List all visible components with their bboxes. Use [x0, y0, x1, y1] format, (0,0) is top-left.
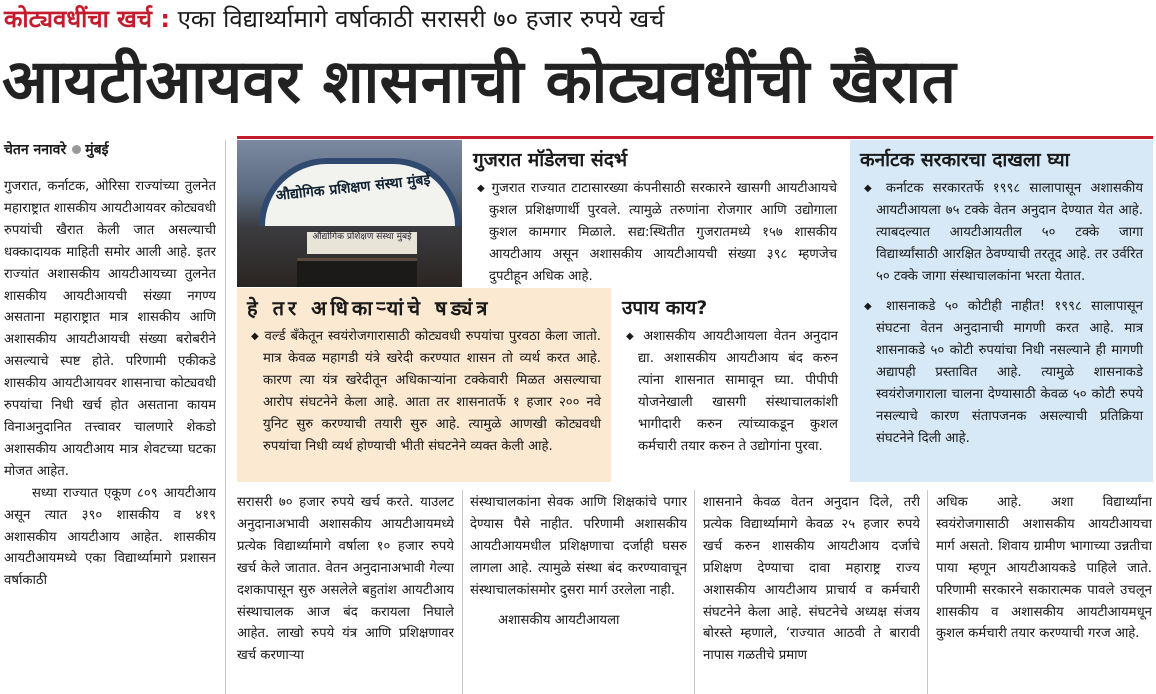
byline-author: चेतन ननावरे: [4, 142, 67, 158]
gujarat-title: गुजरात मॉडेलचा संदर्भ: [473, 149, 628, 171]
adhikari-title: हे तर अधिकाऱ्यांचे षड्यंत्र: [247, 296, 492, 320]
karnataka-box: [850, 140, 1153, 482]
kicker-label: कोट्यवधींचा खर्च :: [4, 5, 170, 33]
upay-title: उपाय काय?: [622, 297, 708, 319]
gujarat-text: गुजरात राज्यात टाटासारख्या कंपनीसाठी सरकारने खासगी आयटीआयचे कुशल प्रशिक्षणार्थी पुरवले. त्यामुळे तरुणांना रोजगार आणि उद्योगाला कुशल कामगार मिळाले. सद्य:स्थितीत गुजरातमध्ये १५७ शासकीय आयटीआय असून अशासकीय आयटीआयची संख्या ३९८ म्हणजेच दुपटीहून अधिक आहे.: [489, 181, 837, 284]
adhikari-bullet: [251, 326, 601, 458]
kicker: [4, 2, 664, 36]
diamond-bullet-icon: ◆: [864, 301, 877, 312]
byline-place: मुंबई: [85, 142, 109, 158]
diamond-bullet-icon: ◆: [477, 183, 487, 194]
column-divider: [694, 490, 695, 694]
byline: [4, 140, 108, 159]
column-5-text: अधिक आहे. अशा विद्यार्थ्यांना स्वयंरोजगासाठी अशासकीय आयटीआयचा मार्ग असतो. शिवाय ग्रामीण भागाच्या उन्नतीचा पाया म्हणून आयटीआयकडे पाहिले जाते. परिणामी सरकारने सकारात्मक पावले उचलून शासकीय व अशासकीय आयटीआयमधून कुशल कर्मचारी तयार करण्याची गरज आहे.: [936, 495, 1152, 642]
column-1: [4, 176, 216, 694]
diamond-bullet-icon: ◆: [864, 183, 877, 194]
iti-building-photo: [237, 140, 462, 287]
column-5: [936, 492, 1152, 694]
column-3: [470, 492, 687, 694]
karnataka-bullet-2: [864, 296, 1143, 450]
photo-arch-text: औद्योगिक प्रशिक्षण संस्था मुंबई: [274, 171, 432, 205]
diamond-bullet-icon: ◆: [251, 331, 260, 342]
karnataka-bullet-1: [864, 178, 1143, 288]
column-4-text: शासनाने केवळ वेतन अनुदान दिले, तरी प्रत्येक विद्यार्थ्यामागे केवळ २५ हजार रुपये खर्च करुन शासकीय आयटीआय दर्जाचे प्रशिक्षण देण्याचा दावा महाराष्ट्र राज्य अशासकीय आयटीआय प्राचार्य व कर्मचारी संघटनेने केला आहे. संघटनेचे अध्यक्ष संजय बोरस्ते म्हणाले, ‘राज्यात आठवी ते बारावी नापास गळतीचे प्रमाण: [703, 495, 920, 664]
adhikari-box: [237, 288, 611, 482]
kicker-text: एका विद्यार्थ्यामागे वर्षाकाठी सरासरी ७० हजार रुपये खर्च: [169, 5, 665, 33]
column-divider: [225, 140, 226, 694]
column-3-para-2: अशासकीय आयटीआयला: [498, 612, 620, 628]
column-1-para-1: गुजरात, कर्नाटक, ओरिसा राज्यांच्या तुलनेत महाराष्ट्रात शासकीय आयटीआयवर कोट्यवधी रुपयांची खैरात केली जात असल्याची धक्कादायक माहिती समोर आली आहे. इतर राज्यांत अशासकीय आयटीआयच्या तुलनेत शासकीय आयटीआयची संख्या नगण्य असताना महाराष्ट्रात मात्र शासकीय आणि अशासकीय आयटीआयची संख्या बरोबरीने असल्याचे स्पष्ट होते. परिणामी एकीकडे शासकीय आयटीआयवर शासनाचा कोट्यवधी रुपयांचा निधी खर्च होत असताना कायम विनाअनुदानित तत्त्वावर चालणारे शेकडो अशासकीय आयटीआय मात्र शेवटच्या घटका मोजत आहेत.: [4, 179, 216, 479]
karnataka-text-1: कर्नाटक सरकारतर्फे १९९८ सालापासून अशासकीय आयटीआयला ७५ टक्के वेतन अनुदान देण्यात येत आहे. त्याबदल्यात आयटीआयतील ५० टक्के जागा विद्यार्थ्यांसाठी आरक्षित ठेवण्याची तरतूद आहे. तर उर्वरित ५० टक्के जागा संस्थाचालकांना भरता येतात.: [876, 181, 1143, 284]
karnataka-title: कर्नाटक सरकारचा दाखला घ्या: [860, 149, 1070, 171]
diamond-bullet-icon: ◆: [626, 331, 637, 342]
adhikari-text: वर्ल्ड बँकेतून स्वयंरोजगारासाठी कोट्यवधी रुपयांचा पुरवठा केला जातो. मात्र केवळ महागडी यंत्रे खरेदी करण्यात शासन तो व्यर्थ करत आहे. कारण त्या यंत्र खरेदीतून अधिकाऱ्यांना टक्केवारी मिळत असल्याचा आरोप संघटनेने केला आहे. आता तर शासनातर्फे १ हजार २०० नवे युनिट सुरु करण्याची तयारी सुरु आहे. त्यामुळे आणखी कोट्यवधी रुपयांचा निधी व्यर्थ होण्याची भीती संघटनेने व्यक्त केली आहे.: [263, 329, 601, 454]
dot-icon: [72, 145, 81, 154]
column-divider: [462, 490, 463, 694]
column-1-para-2: सध्या राज्यात एकूण ८०९ आयटीआय असून त्यात ३९० शासकीय व ४१९ अशासकीय आयटीआय आहेत. शासकीय आयटीआयमध्ये एका विद्यार्थ्यामागे प्रशासन वर्षाकाठी: [4, 485, 216, 589]
column-2: [237, 492, 454, 694]
gujarat-box: [463, 140, 847, 287]
headline: आयटीआयवर शासनाची कोट्यवधींची खैरात: [2, 47, 957, 117]
karnataka-text-2: शासनाकडे ५० कोटीही नाहीत! १९९८ सालापासून संघटना वेतन अनुदानाची मागणी करत आहे. मात्र शासनाकडे ५० कोटी रुपयांचा निधी नसल्याने ही मागणी अद्यापही प्रस्तावित आहे. त्यामुळे शासनाकडे स्वयंरोजगाराला चालना देण्यासाठी केवळ ५० कोटी रुपये नसल्याचे कारण संतापजनक असल्याची प्रतिक्रिया संघटनेने दिली आहे.: [876, 299, 1143, 446]
column-4: [703, 492, 920, 694]
column-3-para-1: संस्थाचालकांना सेवक आणि शिक्षकांचे पगार देण्यास पैसे नाहीत. परिणामी अशासकीय आयटीआयमधील प्रशिक्षणाचा दर्जाही घसरु लागला आहे. त्यामुळे संस्था बंद करण्यावाचून संस्थाचालकांसमोर दुसरा मार्ग उरलेला नाही.: [470, 495, 687, 598]
photo-sign: औद्योगिक प्रशिक्षण संस्था मुंबई: [307, 232, 417, 254]
gujarat-bullet: [477, 178, 837, 288]
column-2-text: सरासरी ७० हजार रुपये खर्च करते. याउलट अनुदानाअभावी अशासकीय आयटीआयमध्ये प्रत्येक विद्यार्थ्यामागे वर्षाला १० हजार रुपये खर्च केले जातात. वेतन अनुदानाअभावी गेल्या दशकापासून सुरु असलेले बहुतांश आयटीआय संस्थाचालक आज बंद करायला निघाले आहेत. लाखो रुपये यंत्र आणि प्रशिक्षणावर खर्च करणाऱ्या: [237, 495, 454, 664]
section-top-rule: [237, 136, 1153, 139]
upay-text: अशासकीय आयटीआयला वेतन अनुदान द्या. अशासकीय आयटीआय बंद करुन त्यांना शासनात सामावून घ्या. पीपीपी योजनेखाली खासगी संस्थाचालकांशी भागीदारी करुन त्यांच्याकडून कुशल कर्मचारी तयार करुन ते उद्योगांना पुरवा.: [638, 329, 838, 454]
column-divider: [927, 490, 928, 694]
photo-gate: [297, 258, 417, 287]
upay-box: [612, 288, 848, 482]
upay-bullet: [626, 326, 838, 458]
